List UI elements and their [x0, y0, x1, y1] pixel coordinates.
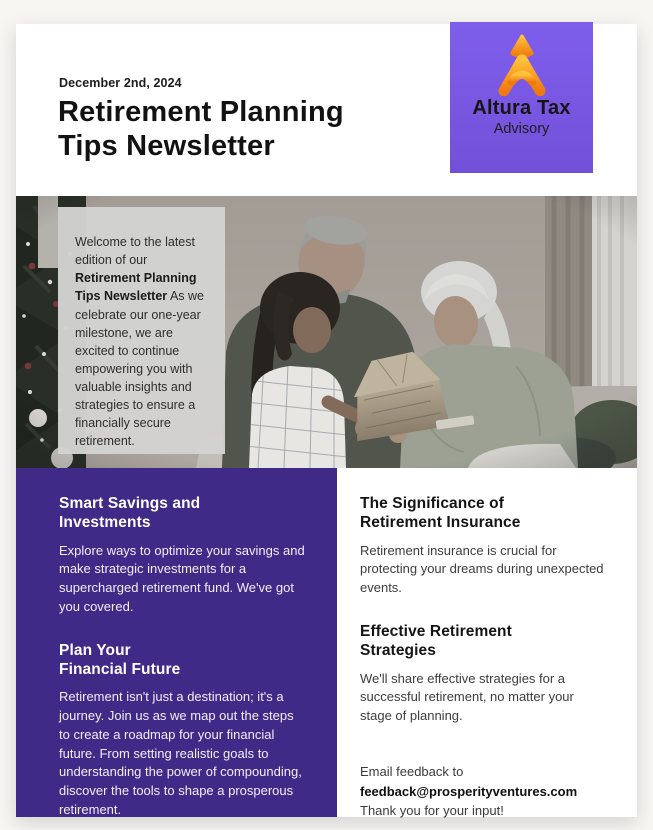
purple-column [16, 468, 337, 817]
heading-line: Effective Retirement [360, 622, 512, 640]
bottom-sections [16, 468, 637, 817]
newsletter-page [16, 24, 637, 817]
welcome-text-before: Welcome to the latest edition of our [75, 235, 195, 268]
issue-date: December 2nd, 2024 [59, 76, 182, 90]
welcome-overlay [58, 207, 225, 454]
heading-line: Strategies [360, 642, 436, 660]
page-title-line1: Retirement Planning [58, 96, 344, 128]
feedback-line1: Email feedback to [360, 763, 464, 779]
section-heading-strategies [360, 622, 607, 661]
section-body-smart-savings: Explore ways to optimize your savings and make strategic investments for a supercharged retirement fund. We've got you covered. [59, 542, 305, 614]
section-heading-plan-future [59, 641, 305, 680]
welcome-text-after: As we celebrate our one-year milestone, we are excited to continue empowering you with valuable insights and strategies to ensure a financially secure retirement. [75, 289, 204, 449]
heading-line: Retirement Insurance [360, 514, 521, 532]
section-heading-smart-savings [59, 494, 305, 533]
page-title-line2: Tips Newsletter [58, 129, 275, 162]
heading-line: Investments [59, 514, 151, 532]
section-body-insurance: Retirement insurance is crucial for protecting your dreams during unexpected events. [360, 542, 604, 596]
heading-line: Smart Savings and [59, 495, 201, 512]
brand-subtitle: Advisory [493, 121, 550, 137]
welcome-text-bold: Retirement Planning Tips Newsletter [75, 271, 197, 304]
feedback-block [360, 762, 607, 821]
hero-photo-area [16, 196, 637, 468]
brand-name: Altura Tax [472, 97, 571, 119]
header [16, 24, 637, 196]
heading-line: Financial Future [59, 661, 181, 678]
heading-line: Plan Your [59, 641, 131, 659]
section-body-strategies: We'll share effective strategies for a successful retirement, no matter your stage of planning. [360, 670, 574, 724]
feedback-line2: Thank you for your input! [360, 803, 504, 819]
section-heading-insurance [360, 494, 607, 533]
altura-a-icon [489, 34, 555, 96]
white-column [337, 468, 637, 817]
brand-logo [450, 22, 593, 173]
page-title [58, 96, 344, 164]
feedback-email-link[interactable]: feedback@prosperityventures.com [360, 783, 578, 799]
heading-line: The Significance of [360, 495, 505, 512]
section-body-plan-future: Retirement isn't just a destination; it's a journey. Join us as we map out the steps to create a roadmap for your financial future. From setting realistic goals to understanding the power of compounding, discover the tools to shape a prosperous retirement. [59, 689, 302, 817]
